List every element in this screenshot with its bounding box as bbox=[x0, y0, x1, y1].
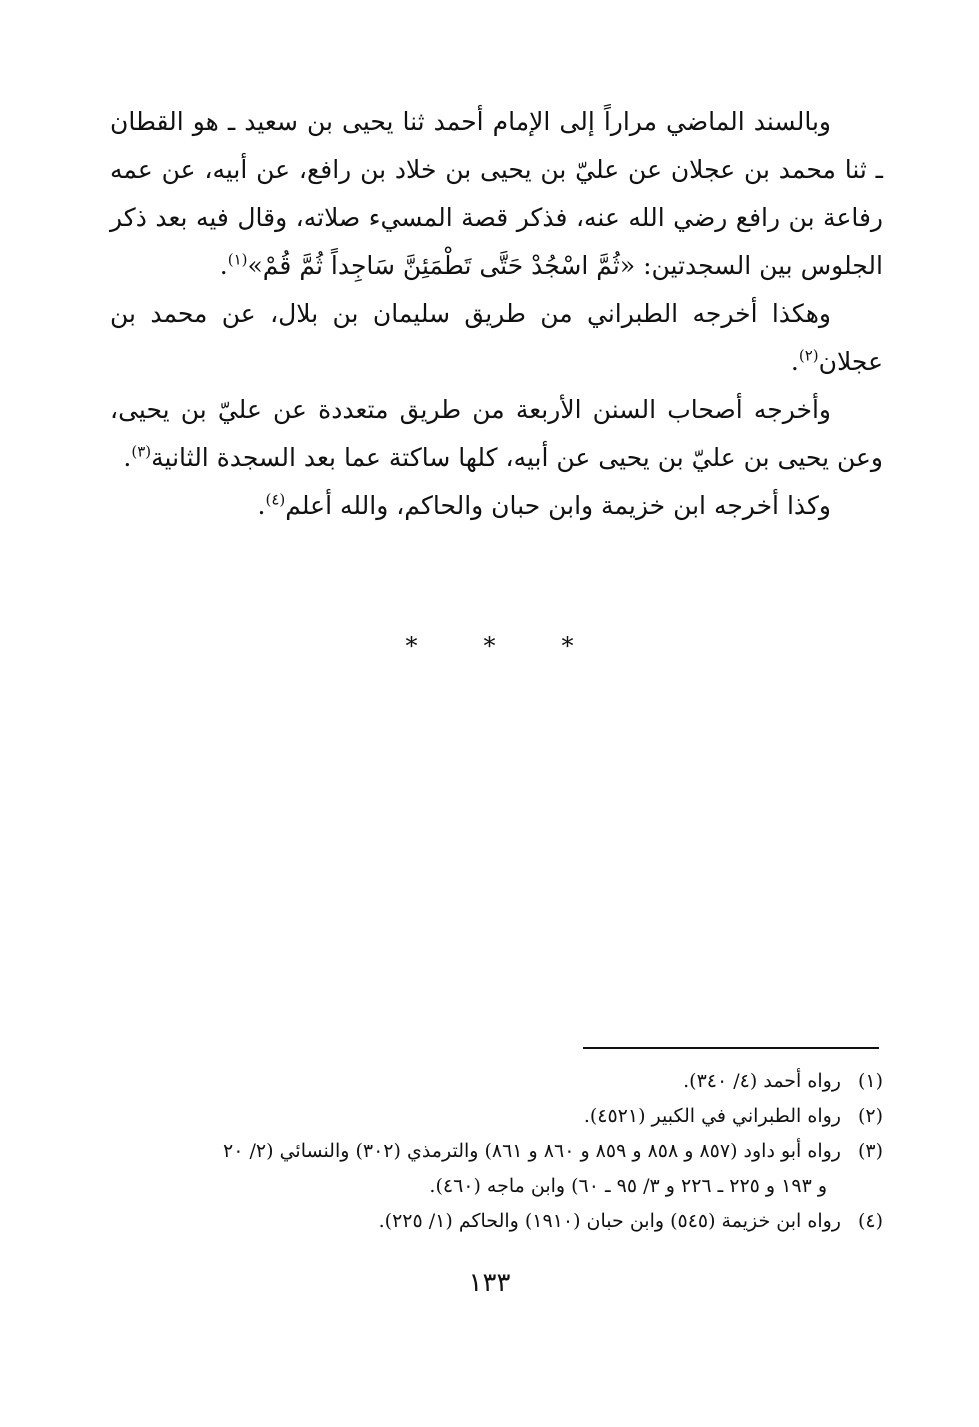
asterisk-ornament: * bbox=[483, 632, 496, 660]
footnote bbox=[100, 1064, 883, 1099]
paragraph-text: وأخرجه أصحاب السنن الأربعة من طريق متعددة عن عليّ بن يحيى، وعن يحيى بن عليّ بن يحيى عن أبيه، كلها ساكتة عما بعد السجدة الثانية bbox=[110, 395, 883, 472]
footnote-text: رواه أحمد (٤/ ٣٤٠). bbox=[683, 1070, 841, 1092]
footnote-ref: (١) bbox=[227, 250, 248, 269]
footnote-ref: (٤) bbox=[265, 490, 286, 509]
paragraph bbox=[110, 290, 883, 386]
footnote-number: (٣) bbox=[857, 1140, 883, 1162]
footnote-text: رواه الطبراني في الكبير (٤٥٢١). bbox=[583, 1105, 841, 1127]
section-separator bbox=[0, 632, 979, 660]
footnote-number: (٤) bbox=[857, 1210, 883, 1232]
footnote-divider bbox=[583, 1047, 879, 1049]
footnote-number: (١) bbox=[857, 1070, 883, 1092]
paragraph bbox=[110, 482, 883, 530]
paragraph-end: . bbox=[790, 347, 799, 376]
paragraph bbox=[110, 386, 883, 482]
paragraph bbox=[110, 98, 883, 290]
footnote-text: رواه أبو داود (٨٥٧ و ٨٥٨ و ٨٥٩ و ٨٦٠ و ٨٦١) والترمذي (٣٠٢) والنسائي (٢/ ٢٠ bbox=[223, 1140, 841, 1162]
paragraph-text: وكذا أخرجه ابن خزيمة وابن حبان والحاكم، والله أعلم bbox=[285, 491, 831, 520]
footnote-ref: (٣) bbox=[131, 442, 152, 461]
paragraph-text: وهكذا أخرجه الطبراني من طريق سليمان بن بلال، عن محمد بن عجلان bbox=[110, 299, 883, 376]
footnote-text: رواه ابن خزيمة (٥٤٥) وابن حبان (١٩١٠) والحاكم (١/ ٢٢٥). bbox=[378, 1210, 841, 1232]
footnote bbox=[100, 1099, 883, 1134]
footnote bbox=[100, 1134, 883, 1169]
paragraph-text: وبالسند الماضي مراراً إلى الإمام أحمد ثنا يحيى بن سعيد ـ هو القطان ـ ثنا محمد بن عجلان عن عليّ بن يحيى بن خلاد بن رافع، عن أبيه، عن عمه رفاعة بن رافع رضي الله عنه، فذكر قصة المسيء صلاته، وقال فيه بعد ذكر الجلوس بين السجدتين: «ثُمَّ اسْجُدْ حَتَّى تَطْمَئِنَّ سَاجِداً ثُمَّ قُمْ» bbox=[110, 107, 883, 280]
asterisk-ornament: * bbox=[561, 632, 574, 660]
footnote bbox=[100, 1204, 883, 1239]
footnote-number: (٢) bbox=[857, 1105, 883, 1127]
paragraph-end: . bbox=[257, 491, 266, 520]
footnote-ref: (٢) bbox=[798, 346, 819, 365]
asterisk-ornament: * bbox=[405, 632, 418, 660]
footnotes bbox=[100, 1064, 883, 1239]
paragraph-end: . bbox=[219, 251, 228, 280]
footnote-continuation: و ١٩٣ و ٢٢٥ ـ ٢٢٦ و ٣/ ٩٥ ـ ٦٠) وابن ماجه (٤٦٠). bbox=[429, 1175, 827, 1197]
paragraph-end: . bbox=[123, 443, 132, 472]
main-text bbox=[110, 98, 883, 530]
page-number: ١٣٣ bbox=[468, 1268, 511, 1298]
